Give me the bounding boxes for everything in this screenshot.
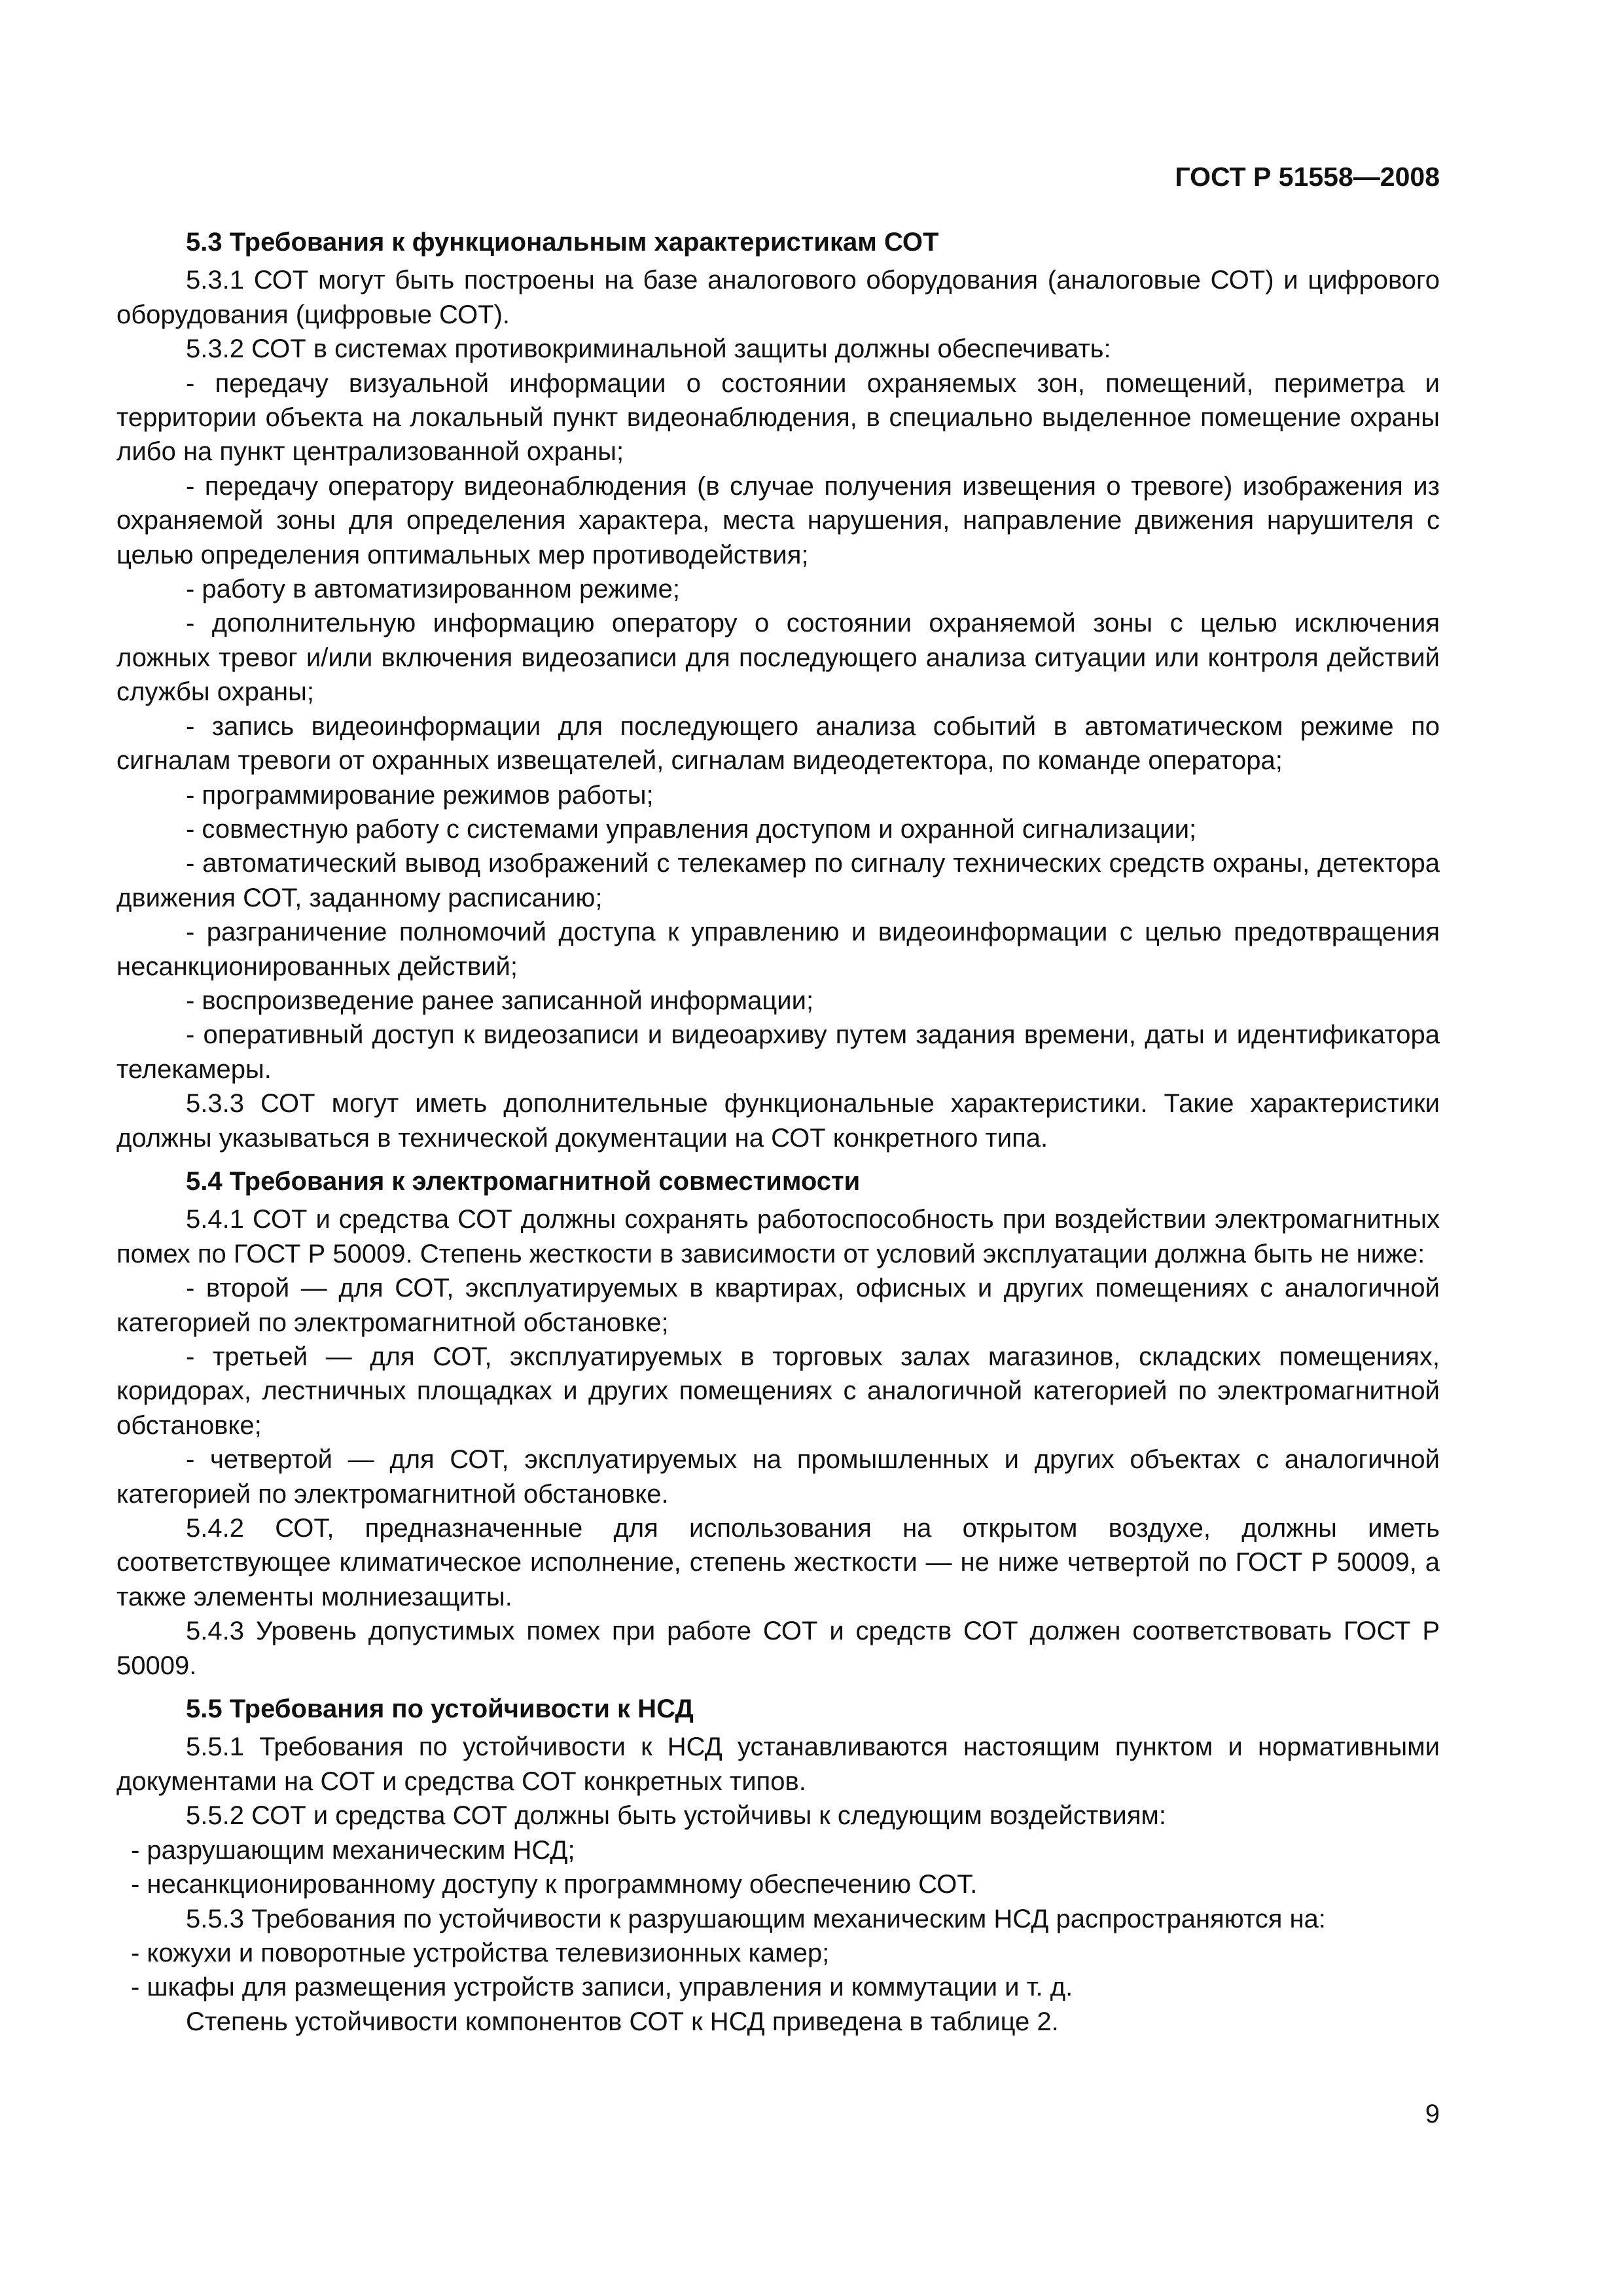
paragraph-5-4-2: 5.4.2 СОТ, предназначенные для использования на открытом воздухе, должны иметь соответствующее климатическое исполнение, степень жесткости — не ниже четвертой по ГОСТ Р 50009, а также элементы молниезащиты. <box>116 1514 1440 1611</box>
paragraph-5-5-3: 5.5.3 Требования по устойчивости к разрушающим механическим НСД распространяются на: <box>186 1904 1326 1933</box>
section-5-5 <box>116 1692 1440 2039</box>
list-item: - оперативный доступ к видеозаписи и видеоархиву путем задания времени, даты и идентификатора телекамеры. <box>116 1020 1440 1084</box>
list-item: - передачу визуальной информации о состоянии охраняемых зон, помещений, периметра и территории объекта на локальный пункт видеонаблюдения, в специально выделенное помещение охраны либо на пункт централизованной охраны; <box>116 368 1440 467</box>
list-item: - воспроизведение ранее записанной информации; <box>186 986 814 1015</box>
paragraph-5-4-1: 5.4.1 СОТ и средства СОТ должны сохранять работоспособность при воздействии электромагнитных помех по ГОСТ Р 50009. Степень жесткости в зависимости от условий эксплуатации должна быть не ниже: <box>116 1205 1440 1268</box>
paragraph-5-3-1: 5.3.1 СОТ могут быть построены на базе аналогового оборудования (аналоговые СОТ) и цифрового оборудования (цифровые СОТ). <box>116 266 1440 329</box>
document-code-header: ГОСТ Р 51558—2008 <box>1175 162 1440 192</box>
section-5-4 <box>116 1164 1440 1683</box>
list-item: - работу в автоматизированном режиме; <box>186 575 680 604</box>
section-5-3 <box>116 225 1440 1155</box>
list-item: - дополнительную информацию оператору о состоянии охраняемой зоны с целью исключения ложных тревог и/или включения видеозаписи для последующего анализа ситуации или контроля действий службы охраны; <box>116 609 1440 707</box>
list-item: - программирование режимов работы; <box>186 780 654 810</box>
list-item: - шкафы для размещения устройств записи, управления и коммутации и т. д. <box>131 1973 1073 2002</box>
section-heading: 5.4 Требования к электромагнитной совместимости <box>186 1166 861 1196</box>
page-number: 9 <box>1425 2100 1440 2128</box>
list-item: - кожухи и поворотные устройства телевизионных камер; <box>131 1938 830 1967</box>
paragraph-5-4-3: 5.4.3 Уровень допустимых помех при работе СОТ и средств СОТ должен соответствовать ГОСТ Р 50009. <box>116 1617 1440 1680</box>
list-item: - несанкционированному доступу к программному обеспечению СОТ. <box>131 1870 978 1899</box>
list-item: - запись видеоинформации для последующего анализа событий в автоматическом режиме по сигналам тревоги от охранных извещателей, сигналам видеодетектора, по команде оператора; <box>116 711 1440 776</box>
list-item: - разрушающим механическим НСД; <box>131 1835 575 1865</box>
list-item: - разграничение полномочий доступа к управлению и видеоинформации с целью предотвращения несанкционированных действий; <box>116 918 1440 981</box>
paragraph-5-3-3: 5.3.3 СОТ могут иметь дополнительные функциональные характеристики. Такие характеристики должны указываться в технической документации на СОТ конкретного типа. <box>116 1089 1440 1153</box>
table-reference-paragraph: Степень устойчивости компонентов СОТ к НСД приведена в таблице 2. <box>186 2007 1059 2036</box>
paragraph-5-3-2: 5.3.2 СОТ в системах противокриминальной защиты должны обеспечивать: <box>186 334 1111 364</box>
list-item: - третьей — для СОТ, эксплуатируемых в торговых залах магазинов, складских помещениях, коридорах, лестничных площадках и других помещениях с аналогичной категорией по электромагнитной обстановке; <box>116 1342 1440 1440</box>
list-item: - второй — для СОТ, эксплуатируемых в квартирах, офисных и других помещениях с аналогичной категорией по электромагнитной обстановке; <box>116 1274 1440 1337</box>
list-item: - совместную работу с системами управления доступом и охранной сигнализации; <box>186 814 1197 844</box>
list-item: - четвертой — для СОТ, эксплуатируемых на промышленных и других объектах с аналогичной категорией по электромагнитной обстановке. <box>116 1445 1440 1509</box>
section-heading: 5.3 Требования к функциональным характеристикам СОТ <box>186 228 939 257</box>
list-item: - автоматический вывод изображений с телекамер по сигналу технических средств охраны, детектора движения СОТ, заданному расписанию; <box>116 849 1440 912</box>
list-item: - передачу оператору видеонаблюдения (в случае получения извещения о тревоге) изображения из охраняемой зоны для определения характера, места нарушения, направление движения нарушителя с целью определения оптимальных мер противодействия; <box>116 471 1440 569</box>
section-heading: 5.5 Требования по устойчивости к НСД <box>186 1695 694 1724</box>
paragraph-5-5-1: 5.5.1 Требования по устойчивости к НСД устанавливаются настоящим пунктом и нормативными документами на СОТ и средства СОТ конкретных типов. <box>116 1732 1440 1796</box>
paragraph-5-5-2: 5.5.2 СОТ и средства СОТ должны быть устойчивы к следующим воздействиям: <box>186 1801 1167 1831</box>
document-body <box>116 225 1440 2039</box>
